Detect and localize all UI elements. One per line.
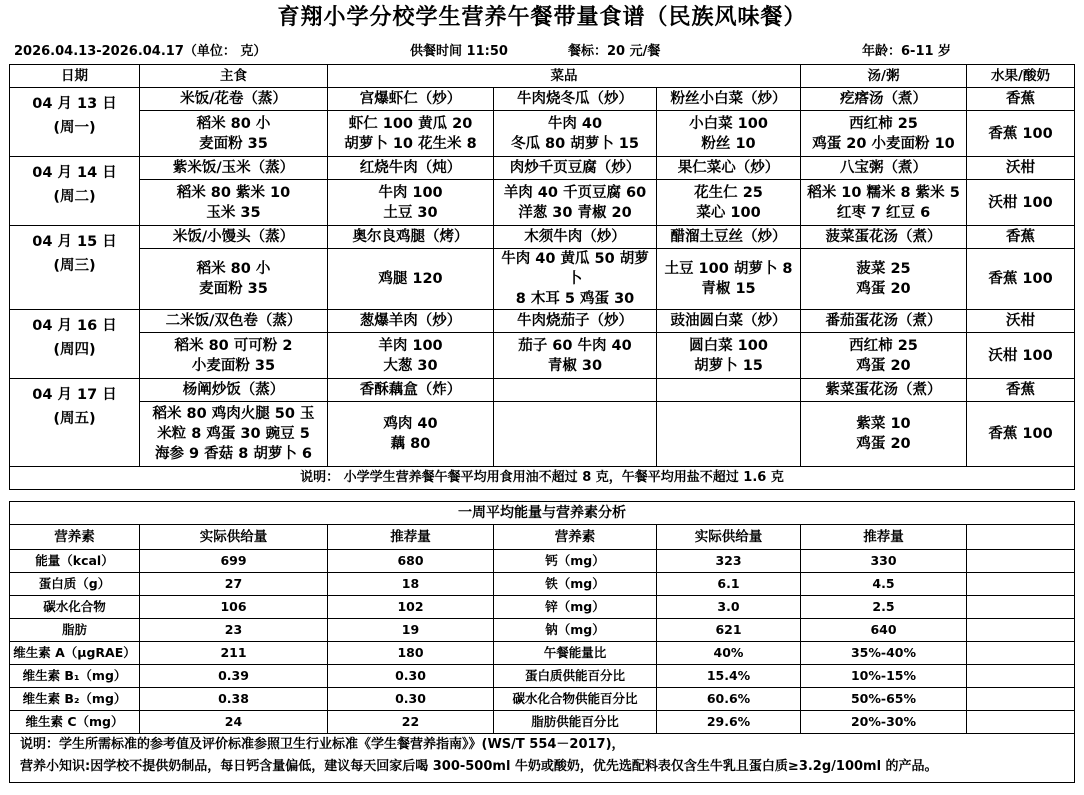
nutrition-table <box>9 501 1075 783</box>
fruit-amount: 香蕉 100 <box>967 111 1075 157</box>
recommended: 50%-65% <box>801 688 967 711</box>
dish-amount-line: 胡萝卜 15 <box>694 357 763 374</box>
recommended: 35%-40% <box>801 642 967 665</box>
dish-amounts <box>328 402 494 467</box>
recommended: 680 <box>328 550 494 573</box>
dish-amount-line: 牛肉 100 <box>378 184 443 201</box>
menu-amount-row <box>10 249 1075 310</box>
dish-amount-line: 茄子 60 牛肉 40 <box>518 337 632 354</box>
dish-amounts <box>657 402 801 467</box>
header-soup: 汤/粥 <box>801 65 967 88</box>
nutrient-name: 午餐能量比 <box>494 642 657 665</box>
dish-amount-line: 羊肉 40 千页豆腐 60 <box>503 184 647 201</box>
day-cell <box>10 379 140 467</box>
staple-amount-line: 稻米 80 紫米 10 <box>176 184 291 201</box>
nutrition-header: 营养素 <box>494 525 657 550</box>
staple-amounts <box>140 180 328 226</box>
staple-amount-line: 玉米 35 <box>206 204 261 221</box>
recommended: 640 <box>801 619 967 642</box>
nutrition-header: 营养素 <box>10 525 140 550</box>
recommended: 18 <box>328 573 494 596</box>
dish-amounts <box>494 111 657 157</box>
nutrition-footer <box>10 734 1075 783</box>
dish-amount-line: 圆白菜 100 <box>689 337 768 354</box>
soup-amounts <box>801 111 967 157</box>
nutrition-empty-cell <box>967 573 1075 596</box>
nutrient-name: 能量（kcal） <box>10 550 140 573</box>
dish-amount-line: 胡萝卜 10 花生米 8 <box>344 135 477 152</box>
soup-amount-line: 紫菜 10 <box>856 416 911 432</box>
dish-amount-line: 小白菜 100 <box>689 115 768 132</box>
menu-amount-row <box>10 111 1075 157</box>
fruit-name: 香蕉 <box>967 226 1075 249</box>
actual-supply: 23 <box>140 619 328 642</box>
day-cell <box>10 226 140 310</box>
actual-supply: 211 <box>140 642 328 665</box>
dish-amount-line: 冬瓜 80 胡萝卜 15 <box>510 135 639 152</box>
actual-supply: 24 <box>140 711 328 734</box>
day-label: 04 月 13 日 <box>32 96 117 112</box>
staple-amount-line: 海参 9 香菇 8 胡萝卜 6 <box>154 446 312 462</box>
actual-supply: 621 <box>657 619 801 642</box>
nutrition-empty-cell <box>967 525 1075 550</box>
staple-amount-line: 稻米 80 鸡肉火腿 50 玉 <box>152 406 315 422</box>
staple-amounts <box>140 111 328 157</box>
header-date: 日期 <box>10 65 140 88</box>
meal-price: 餐标：20 元/餐 <box>568 44 661 59</box>
recommended: 330 <box>801 550 967 573</box>
dish-name: 豉油圆白菜（炒） <box>657 310 801 333</box>
header-staple: 主食 <box>140 65 328 88</box>
soup-name: 疙瘩汤（煮） <box>801 88 967 111</box>
dish-name: 醋溜土豆丝（炒） <box>657 226 801 249</box>
dish-name: 葱爆羊肉（炒） <box>328 310 494 333</box>
day-label: 04 月 17 日 <box>32 387 117 403</box>
nutrient-name: 维生素 B₁（mg） <box>10 665 140 688</box>
dish-amounts <box>657 180 801 226</box>
soup-name: 番茄蛋花汤（煮） <box>801 310 967 333</box>
actual-supply: 323 <box>657 550 801 573</box>
dish-amounts <box>657 111 801 157</box>
menu-amount-row <box>10 402 1075 467</box>
recommended: 10%-15% <box>801 665 967 688</box>
header-fruit: 水果/酸奶 <box>967 65 1075 88</box>
dish-amounts <box>494 402 657 467</box>
nutrition-empty-cell <box>967 550 1075 573</box>
menu-header-row <box>10 65 1075 88</box>
actual-supply: 29.6% <box>657 711 801 734</box>
dish-name: 果仁菜心（炒） <box>657 157 801 180</box>
soup-amount-line: 红枣 7 红豆 6 <box>836 204 931 221</box>
nutrition-row <box>10 688 1075 711</box>
nutrition-row <box>10 550 1075 573</box>
staple-amounts <box>140 402 328 467</box>
staple-amounts <box>140 249 328 310</box>
dish-amount-line: 洋葱 30 青椒 20 <box>518 204 632 221</box>
serve-time: 供餐时间 11:50 <box>410 44 508 59</box>
page-title: 育翔小学分校学生营养午餐带量食谱（民族风味餐） <box>277 4 807 30</box>
recommended: 102 <box>328 596 494 619</box>
dish-amount-line: 羊肉 100 <box>378 337 443 354</box>
soup-amount-line: 鸡蛋 20 小麦面粉 10 <box>812 135 955 152</box>
dish-name <box>494 379 657 402</box>
soup-amount-line: 鸡蛋 20 <box>856 281 911 297</box>
nutrient-name: 碳水化合物供能百分比 <box>494 688 657 711</box>
fruit-name: 沃柑 <box>967 310 1075 333</box>
nutrient-name: 维生素 C（mg） <box>10 711 140 734</box>
actual-supply: 699 <box>140 550 328 573</box>
dish-amount-line: 牛肉 40 黄瓜 50 胡萝卜 <box>501 251 649 287</box>
dish-name: 粉丝小白菜（炒） <box>657 88 801 111</box>
nutrition-footer-row <box>10 734 1075 783</box>
menu-dish-row <box>10 226 1075 249</box>
staple-amount-line: 米粒 8 鸡蛋 30 豌豆 5 <box>157 426 310 442</box>
soup-amounts <box>801 180 967 226</box>
dish-amount-line: 青椒 15 <box>701 281 756 297</box>
header-dishes: 菜品 <box>328 65 801 88</box>
recommended: 20%-30% <box>801 711 967 734</box>
dish-name: 奥尔良鸡腿（烤） <box>328 226 494 249</box>
actual-supply: 106 <box>140 596 328 619</box>
dish-amount-line: 虾仁 100 黄瓜 20 <box>348 115 473 132</box>
fruit-name: 香蕉 <box>967 88 1075 111</box>
staple-amount-line: 稻米 80 可可粉 2 <box>174 337 293 354</box>
dish-name: 牛肉烧冬瓜（炒） <box>494 88 657 111</box>
nutrient-name: 维生素 B₂（mg） <box>10 688 140 711</box>
recommended: 0.30 <box>328 688 494 711</box>
recommended: 22 <box>328 711 494 734</box>
soup-amounts <box>801 402 967 467</box>
menu-note-row <box>10 467 1075 490</box>
dish-amount-line: 牛肉 40 <box>547 115 603 132</box>
menu-dish-row <box>10 379 1075 402</box>
menu-table <box>9 64 1075 490</box>
day-cell <box>10 88 140 157</box>
day-cell <box>10 310 140 379</box>
dish-amounts <box>494 333 657 379</box>
fruit-name: 香蕉 <box>967 379 1075 402</box>
dish-amount-line: 土豆 30 <box>383 204 438 221</box>
dish-amounts <box>657 249 801 310</box>
soup-amount-line: 鸡蛋 20 <box>856 357 911 374</box>
soup-amount-line: 西红柿 25 <box>849 337 918 354</box>
dish-name: 木须牛肉（炒） <box>494 226 657 249</box>
menu-note: 说明： 小学学生营养餐午餐平均用食用油不超过 8 克，午餐平均用盐不超过 1.6 克 <box>10 467 1075 490</box>
recommended: 2.5 <box>801 596 967 619</box>
dish-amounts <box>328 111 494 157</box>
dish-name: 香酥藕盒（炸） <box>328 379 494 402</box>
fruit-amount: 香蕉 100 <box>967 249 1075 310</box>
staple-name: 米饭/小馒头（蒸） <box>140 226 328 249</box>
day-label: (周五) <box>53 411 96 427</box>
footer-line: 说明：学生所需标准的参考值及评价标准参照卫生行业标准《学生餐营养指南》》(WS/T 554－2017)， <box>20 737 625 752</box>
nutrition-row <box>10 573 1075 596</box>
actual-supply: 0.39 <box>140 665 328 688</box>
nutrient-name: 蛋白质（g） <box>10 573 140 596</box>
day-label: 04 月 14 日 <box>32 165 117 181</box>
nutrition-header: 推荐量 <box>328 525 494 550</box>
day-label: 04 月 15 日 <box>32 234 117 250</box>
soup-name: 菠菜蛋花汤（煮） <box>801 226 967 249</box>
dish-amount-line: 青椒 30 <box>547 357 603 374</box>
dish-amount-line: 花生仁 25 <box>694 184 763 201</box>
dish-amount-line: 菜心 100 <box>696 204 761 221</box>
dish-amount-line: 大葱 30 <box>383 357 438 374</box>
recommended: 180 <box>328 642 494 665</box>
recommended: 4.5 <box>801 573 967 596</box>
dish-name: 红烧牛肉（炖） <box>328 157 494 180</box>
nutrition-row <box>10 711 1075 734</box>
dish-amount-line: 粉丝 10 <box>701 135 756 152</box>
nutrition-empty-cell <box>967 596 1075 619</box>
menu-amount-row <box>10 180 1075 226</box>
age-range: 年龄：6-11 岁 <box>862 44 952 59</box>
day-label: (周一) <box>53 120 96 136</box>
soup-amount-line: 稻米 10 糯米 8 紫米 5 <box>807 184 960 201</box>
fruit-amount: 香蕉 100 <box>967 402 1075 467</box>
staple-amount-line: 麦面粉 35 <box>199 135 268 152</box>
date-range-unit: 2026.04.13-2026.04.17（单位： 克） <box>14 44 267 59</box>
nutrition-header: 推荐量 <box>801 525 967 550</box>
nutrient-name: 钙（mg） <box>494 550 657 573</box>
menu-dish-row <box>10 157 1075 180</box>
dish-name: 宫爆虾仁（炒） <box>328 88 494 111</box>
actual-supply: 6.1 <box>657 573 801 596</box>
dish-amount-line: 鸡肉 40 <box>383 416 438 432</box>
nutrition-section-row <box>10 502 1075 525</box>
nutrition-header-row <box>10 525 1075 550</box>
nutrition-row <box>10 619 1075 642</box>
nutrition-section-title: 一周平均能量与营养素分析 <box>10 502 1075 525</box>
dish-name: 牛肉烧茄子（炒） <box>494 310 657 333</box>
staple-amount-line: 麦面粉 35 <box>199 281 268 297</box>
staple-name: 杨阐炒饭（蒸） <box>140 379 328 402</box>
nutrition-row <box>10 596 1075 619</box>
nutrition-empty-cell <box>967 619 1075 642</box>
actual-supply: 15.4% <box>657 665 801 688</box>
dish-amounts <box>328 249 494 310</box>
recommended: 19 <box>328 619 494 642</box>
staple-amount-line: 稻米 80 小 <box>196 261 271 277</box>
soup-amounts <box>801 249 967 310</box>
soup-amount-line: 菠菜 25 <box>856 261 911 277</box>
staple-amounts <box>140 333 328 379</box>
nutrition-header: 实际供给量 <box>140 525 328 550</box>
recommended: 0.30 <box>328 665 494 688</box>
soup-name: 八宝粥（煮） <box>801 157 967 180</box>
nutrition-row <box>10 642 1075 665</box>
fruit-amount: 沃柑 100 <box>967 180 1075 226</box>
nutrient-name: 锌（mg） <box>494 596 657 619</box>
staple-name: 紫米饭/玉米（蒸） <box>140 157 328 180</box>
staple-amount-line: 稻米 80 小 <box>196 115 271 132</box>
nutrient-name: 脂肪供能百分比 <box>494 711 657 734</box>
nutrient-name: 蛋白质供能百分比 <box>494 665 657 688</box>
day-label: (周三) <box>53 258 96 274</box>
actual-supply: 60.6% <box>657 688 801 711</box>
day-label: (周二) <box>53 189 96 205</box>
nutrition-empty-cell <box>967 642 1075 665</box>
dish-name <box>657 379 801 402</box>
nutrient-name: 碳水化合物 <box>10 596 140 619</box>
day-label: (周四) <box>53 342 96 358</box>
day-cell <box>10 157 140 226</box>
dish-amounts <box>494 249 657 310</box>
nutrient-name: 铁（mg） <box>494 573 657 596</box>
menu-dish-row <box>10 310 1075 333</box>
dish-name: 肉炒千页豆腐（炒） <box>494 157 657 180</box>
dish-amounts <box>494 180 657 226</box>
nutrient-name: 钠（mg） <box>494 619 657 642</box>
dish-amount-line: 藕 80 <box>390 436 431 452</box>
soup-amount-line: 鸡蛋 20 <box>856 436 911 452</box>
menu-dish-row <box>10 88 1075 111</box>
footer-line: 营养小知识:因学校不提供奶制品，每日钙含量偏低，建议每天回家后喝 300-500ml 牛奶或酸奶，优先选配料表仅含生牛乳且蛋白质≥3.2g/100ml 的产品。 <box>20 759 938 774</box>
actual-supply: 3.0 <box>657 596 801 619</box>
staple-name: 二米饭/双色卷（蒸） <box>140 310 328 333</box>
soup-amounts <box>801 333 967 379</box>
actual-supply: 40% <box>657 642 801 665</box>
nutrition-empty-cell <box>967 688 1075 711</box>
menu-amount-row <box>10 333 1075 379</box>
dish-amount-line: 鸡腿 120 <box>378 271 443 287</box>
actual-supply: 27 <box>140 573 328 596</box>
staple-name: 米饭/花卷（蒸） <box>140 88 328 111</box>
nutrient-name: 脂肪 <box>10 619 140 642</box>
day-label: 04 月 16 日 <box>32 318 117 334</box>
dish-amount-line: 8 木耳 5 鸡蛋 30 <box>515 291 635 307</box>
nutrition-empty-cell <box>967 711 1075 734</box>
dish-amounts <box>657 333 801 379</box>
nutrition-row <box>10 665 1075 688</box>
actual-supply: 0.38 <box>140 688 328 711</box>
nutrition-header: 实际供给量 <box>657 525 801 550</box>
fruit-amount: 沃柑 100 <box>967 333 1075 379</box>
soup-amount-line: 西红柿 25 <box>849 115 918 132</box>
fruit-name: 沃柑 <box>967 157 1075 180</box>
soup-name: 紫菜蛋花汤（煮） <box>801 379 967 402</box>
staple-amount-line: 小麦面粉 35 <box>191 357 276 374</box>
dish-amounts <box>328 333 494 379</box>
dish-amounts <box>328 180 494 226</box>
nutrition-empty-cell <box>967 665 1075 688</box>
dish-amount-line: 土豆 100 胡萝卜 8 <box>664 261 793 277</box>
nutrient-name: 维生素 A（μgRAE） <box>10 642 140 665</box>
